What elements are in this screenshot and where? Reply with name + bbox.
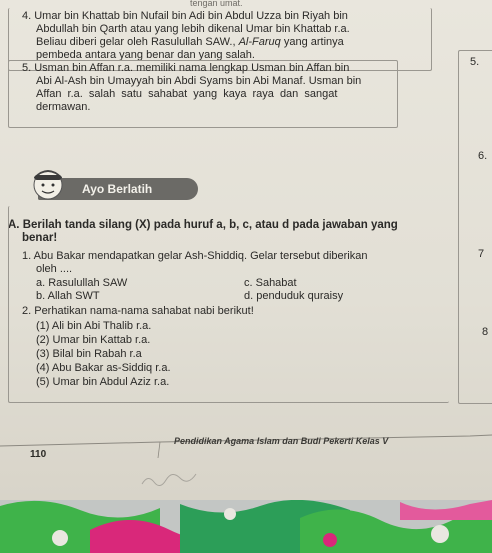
item2-question: 2. Perhatikan nama-nama sahabat nabi berikut! [22, 305, 254, 317]
q4-line-4: pembeda antara yang benar dan yang salah. [36, 49, 255, 61]
q4-line-3 [36, 36, 344, 49]
background-cloth [0, 500, 492, 553]
student-avatar-icon [28, 163, 68, 203]
q5-line-4: dermawan. [36, 101, 91, 113]
item1-question-line-2: oleh .... [36, 263, 73, 275]
instruction-line-1: A. Berilah tanda silang (X) pada huruf a, b, c, atau d pada jawaban yang [8, 219, 398, 231]
item2-name-2: (2) Umar bin Kattab r.a. [36, 334, 151, 346]
q5-line-3: Affan r.a. salah satu sahabat yang kaya raya dan sangat [36, 88, 338, 100]
item2-name-1: (1) Ali bin Abi Thalib r.a. [36, 320, 152, 332]
item1-option-d: d. penduduk quraisy [244, 290, 344, 302]
margin-number-6: 6. [478, 150, 488, 162]
q5-line-1: 5. Usman bin Affan r.a. memiliki nama lengkap Usman bin Affan bin [22, 62, 350, 74]
item2-name-5: (5) Umar bin Abdul Aziz r.a. [36, 376, 170, 388]
q5-line-2: Abi Al-Ash bin Umayyah bin Abdi Syams bin Abi Manaf. Usman bin [36, 75, 362, 87]
pencil-scribble-icon [140, 470, 200, 490]
item1-option-a: a. Rasulullah SAW [36, 277, 128, 289]
margin-number-8: 8 [482, 326, 489, 338]
item1-option-c: c. Sahabat [244, 277, 297, 289]
cut-off-text: tengan umat. [190, 0, 243, 8]
book-title: Pendidikan Agama Islam dan Budi Pekerti Kelas V [174, 436, 389, 446]
margin-number-5: 5. [470, 56, 480, 68]
section-title: Ayo Berlatih [82, 182, 153, 196]
instruction-line-2: benar! [22, 232, 58, 244]
q4-line-3a: Beliau diberi gelar oleh Rasulullah SAW., [36, 36, 239, 48]
page-number: 110 [30, 449, 47, 460]
q4-line-2: Abdullah bin Qarth atau yang lebih dikenal Umar bin Khattab r.a. [36, 23, 350, 35]
item2-name-3: (3) Bilal bin Rabah r.a [36, 348, 142, 360]
exercise-box [8, 206, 449, 403]
q4-line-3c: yang artinya [280, 36, 344, 48]
item1-question-line-1: 1. Abu Bakar mendapatkan gelar Ash-Shiddiq. Gelar tersebut diberikan [22, 250, 368, 262]
margin-number-7: 7 [478, 248, 485, 260]
right-column-box [458, 50, 492, 404]
q4-line-1: 4. Umar bin Khattab bin Nufail bin Adi bin Abdul Uzza bin Riyah bin [22, 10, 348, 22]
al-faruq-term: Al-Faruq [238, 36, 281, 48]
item2-name-4: (4) Abu Bakar as-Siddiq r.a. [36, 362, 171, 374]
item1-option-b: b. Allah SWT [36, 290, 100, 302]
